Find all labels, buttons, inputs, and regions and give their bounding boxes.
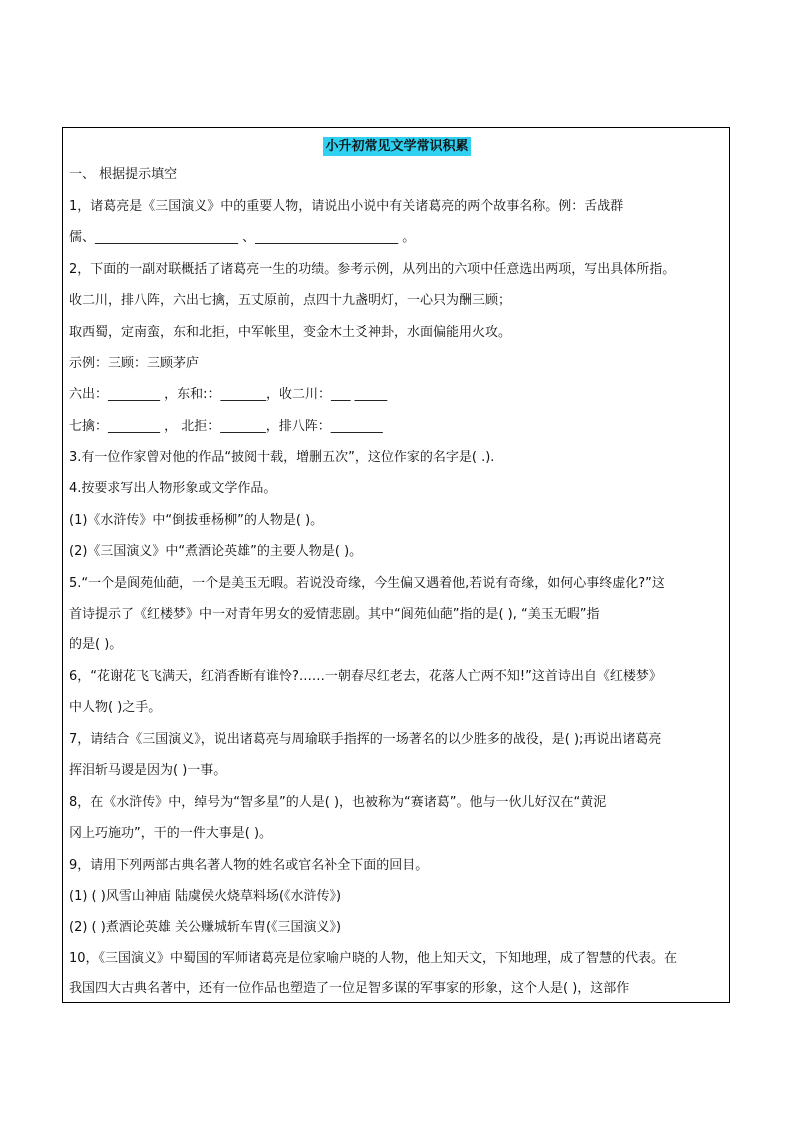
text-line: 的是( )。	[69, 637, 123, 652]
text-line: 我国四大古典名著中，还有一位作品也塑造了一位足智多谋的军事家的形象，这个人是( )，这部作	[69, 981, 630, 996]
text-line: (1)《水浒传》中“倒拔垂杨柳”的人物是( )。	[69, 513, 324, 528]
text-line: 冈上巧施功”，干的一件大事是( )。	[69, 826, 273, 841]
text-line: (2)《三国演义》中“煮酒论英雄”的主要人物是( )。	[69, 544, 363, 559]
text-line: 3.有一位作家曾对他的作品“披阅十载，增删五次”，这位作家的名字是( .).	[69, 450, 495, 465]
page-title: 小升初常见文学常识积累	[325, 139, 469, 154]
text-line: 六出：________ ，东和:：_______，收二川：___ _____	[69, 387, 388, 402]
text-line: 收二川，排八阵，六出七擒，五丈原前，点四十九盏明灯，一心只为酬三顾；	[69, 293, 512, 308]
text-line: 示例：三顾：三顾茅庐	[69, 356, 200, 371]
text-line: 首诗提示了《红楼梦》中一对青年男女的爱情悲剧。其中“阆苑仙葩”指的是( ), “美玉无暇”指	[69, 607, 600, 622]
text-line: (1) ( )风雪山神庙 陆虞侯火烧草料场(《水浒传》)	[69, 889, 342, 904]
text-line: 9，请用下列两部古典名著人物的姓名或官名补全下面的回目。	[69, 858, 429, 873]
text-line: 中人物( )之手。	[69, 700, 162, 715]
text-line: 儒、______________________ 、______________________ 。	[69, 230, 416, 245]
text-line: 取西蜀，定南蛮，东和北拒，中军帐里，变金木土爻神卦，水面偏能用火攻。	[69, 325, 512, 340]
section-heading: 一、 根据提示填空	[69, 167, 178, 182]
text-line: 1，诸葛亮是《三国演义》中的重要人物，请说出小说中有关诸葛亮的两个故事名称。例：舌战群	[69, 199, 624, 214]
text-line: 7，请结合《三国演义》，说出诸葛亮与周瑜联手指挥的一场著名的以少胜多的战役，是( );再说出诸葛亮	[69, 732, 662, 747]
title-container	[0, 135, 794, 156]
text-line: 5.“一个是阆苑仙葩，一个是美玉无暇。若说没奇缘，今生偏又遇着他,若说有奇缘，如何心事终虚化?”这	[69, 576, 665, 591]
text-line: 2，下面的一副对联概括了诸葛亮一生的功绩。参考示例，从列出的六项中任意选出两项，写出具体所指。	[69, 262, 676, 277]
text-line: 8，在《水浒传》中，绰号为“智多星”的人是( )，也被称为“赛诸葛”。他与一伙儿好汉在“黄泥	[69, 795, 607, 810]
text-line: (2) ( )煮酒论英雄 关公赚城斩车胄(《三国演义》)	[69, 920, 342, 935]
text-line: 4.按要求写出人物形象或文学作品。	[69, 481, 277, 496]
text-line: 七擒：________ ， 北拒：_______，排八阵：________	[69, 419, 383, 434]
text-line: 挥泪斩马谡是因为( )一事。	[69, 763, 227, 778]
text-line: 10，《三国演义》中蜀国的军师诸葛亮是位家喻户晓的人物，他上知天文，下知地理，成了智慧的代表。在	[69, 951, 678, 966]
text-line: 6，“花谢花飞飞满天，红消香断有谁怜?……一朝春尽红老去，花落人亡两不知!”这首诗出自《红楼梦》	[69, 669, 662, 684]
